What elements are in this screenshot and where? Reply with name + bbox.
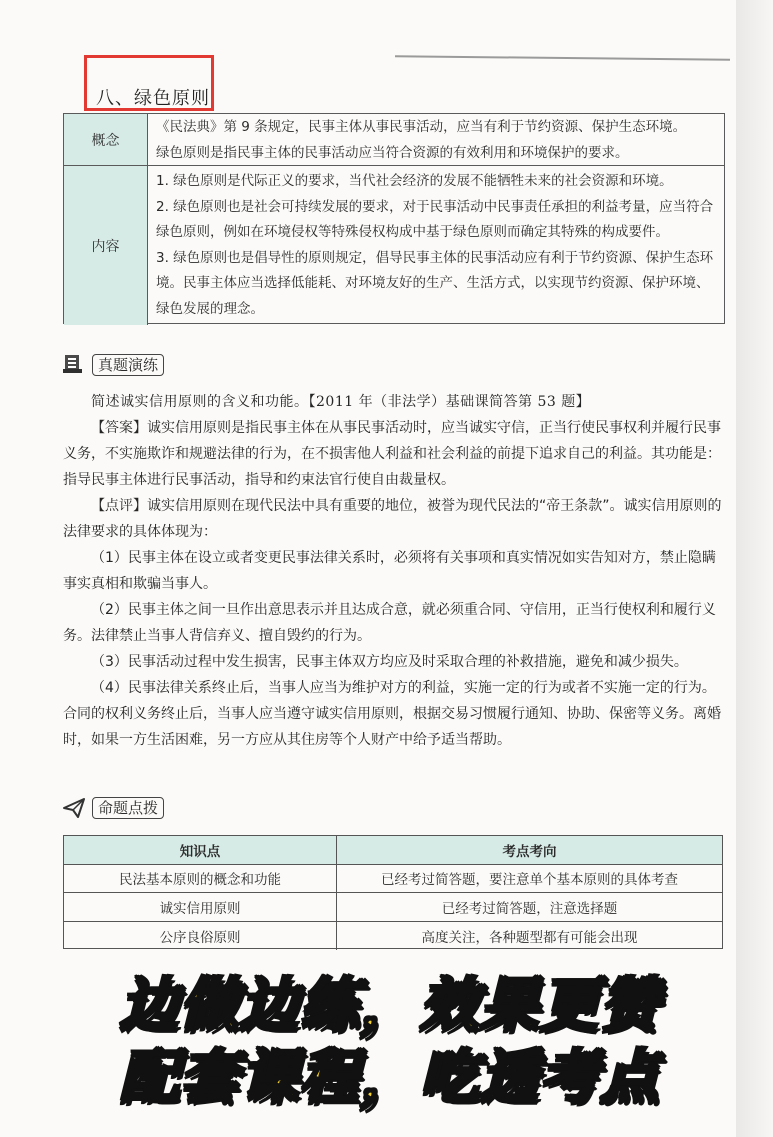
point-item: （2）民事主体之间一旦作出意思表示并且达成合意，就必须重合同、守信用，正当行使权利和履行义务。法律禁止当事人背信弃义、擅自毁约的行为。 xyxy=(63,602,716,644)
practice-body xyxy=(63,389,727,753)
table-cell: 诚实信用原则 xyxy=(64,893,337,921)
definition-row-concept xyxy=(64,114,724,166)
text-line: 2. 绿色原则也是社会可持续发展的要求，对于民事活动中民事责任承担的利益考量，应当符合绿色原则，例如在环境侵权等特殊侵权构成中基于绿色原则而确定其特殊的构成要件。 xyxy=(156,198,714,240)
text-line: 3. 绿色原则也是倡导性的原则规定，倡导民事主体的民事活动应有利于节约资源、保护生态环境。民事主体应当选择低能耗、对环境友好的生产、生活方式，以实现节约资源、保护环境、绿色发展的理念。 xyxy=(156,249,714,317)
table-cell: 公序良俗原则 xyxy=(64,922,337,951)
question-text: 简述诚实信用原则的含义和功能。【2011 年（非法学）基础课简答第 53 题】 xyxy=(91,394,591,410)
row-label-concept: 概念 xyxy=(64,114,148,165)
table-cell: 已经考过简答题，要注意单个基本原则的具体考查 xyxy=(381,872,678,889)
comment-text: 【点评】诚实信用原则在现代民法中具有重要的地位，被誉为现代民法的“帝王条款”。诚实信用原则的法律要求的具体体现为： xyxy=(63,498,722,540)
page-top-rule xyxy=(395,55,730,61)
document-icon xyxy=(62,353,84,375)
table-row xyxy=(64,922,722,951)
section-title: 八、绿色原则 xyxy=(96,88,210,109)
text-line: 1. 绿色原则是代际正义的要求，当代社会经济的发展不能牺牲未来的社会资源和环境。 xyxy=(156,173,673,189)
page-edge xyxy=(736,0,773,1137)
table-cell: 高度关注，各种题型都有可能会出现 xyxy=(421,929,638,946)
point-item: （4）民事法律关系终止后，当事人应当为维护对方的利益，实施一定的行为或者不实施一定的行为。合同的权利义务终止后，当事人应当遵守诚实信用原则，根据交易习惯履行通知、协助、保密等义务。离婚时，如果一方生活困难，另一方应从其住房等个人财产中给予适当帮助。 xyxy=(63,680,721,748)
text-line: 绿色原则是指民事主体的民事活动应当符合资源的有效利用和环境保护的要求。 xyxy=(156,144,629,161)
knowledge-point-table xyxy=(63,835,723,949)
table-header-row xyxy=(64,836,722,865)
header-cell: 考点考向 xyxy=(502,843,557,860)
header-cell: 知识点 xyxy=(64,836,337,864)
definition-table xyxy=(63,113,725,324)
practice-tag: 真题演练 xyxy=(92,354,164,376)
row-label-content: 内容 xyxy=(64,166,148,325)
table-cell: 民法基本原则的概念和功能 xyxy=(64,865,337,893)
point-item: （1）民事主体在设立或者变更民事法律关系时，必须将有关事项和真实情况如实告知对方，禁止隐瞒事实真相和欺骗当事人。 xyxy=(63,550,716,592)
row-text-concept xyxy=(156,115,718,166)
text-line: 《民法典》第 9 条规定，民事主体从事民事活动，应当有利于节约资源、保护生态环境。 xyxy=(156,119,687,135)
row-text-content xyxy=(156,169,718,322)
promo-overlay-line-1: 边做边练，效果更赞 xyxy=(119,971,660,1039)
definition-row-content xyxy=(64,166,724,325)
table-cell: 已经考过简答题，注意选择题 xyxy=(441,900,618,917)
promo-overlay-line-2: 配套课程，吃透考点 xyxy=(119,1043,660,1111)
paper-plane-icon xyxy=(62,797,86,819)
table-row xyxy=(64,865,722,894)
table-row xyxy=(64,893,722,922)
answer-text: 【答案】诚实信用原则是指民事主体在从事民事活动时，应当诚实守信，正当行使民事权利并履行民事义务，不实施欺诈和规避法律的行为，在不损害他人利益和社会利益的前提下追求自己的利益。其功能是：指导民事主体进行民事活动，指导和约束法官行使自由裁量权。 xyxy=(63,420,721,488)
tips-tag: 命题点拨 xyxy=(92,797,164,819)
point-item: （3）民事活动过程中发生损害，民事主体双方均应及时采取合理的补救措施，避免和减少损失。 xyxy=(91,654,688,670)
